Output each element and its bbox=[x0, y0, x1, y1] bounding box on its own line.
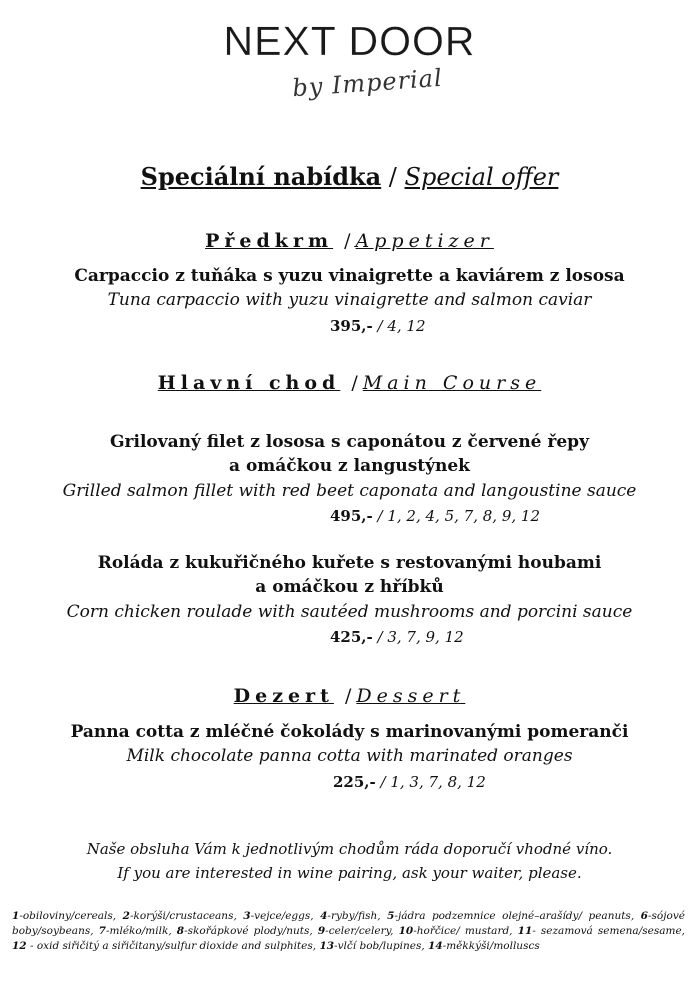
allergen-item: 3-vejce/eggs, bbox=[243, 910, 321, 922]
restaurant-logo bbox=[0, 18, 699, 103]
dish-name-en: Milk chocolate panna cotta with marinated oranges bbox=[126, 746, 573, 766]
dish-name-en: Corn chicken roulade with sautéed mushrooms and porcini sauce bbox=[66, 602, 633, 622]
dish-price: 495,- bbox=[330, 507, 373, 525]
dish-price: 225,- bbox=[333, 773, 376, 791]
title-en: Special offer bbox=[404, 163, 559, 191]
allergen-item: 9-celer/celery, bbox=[317, 925, 399, 937]
allergen-item: 13-vlčí bob/lupines, bbox=[319, 940, 429, 952]
dish-name-cz: Carpaccio z tuňáka s yuzu vinaigrette a kaviárem z lososa bbox=[74, 266, 625, 286]
dish-allergens: / 4, 12 bbox=[372, 317, 426, 335]
dish-name-cz: Grilovaný filet z lososa s caponátou z červené řepy bbox=[110, 432, 589, 452]
section-separator: / bbox=[340, 372, 363, 394]
dish-price-line bbox=[333, 770, 486, 794]
dish-name-cz: Panna cotta z mléčné čokolády s marinovanými pomeranči bbox=[70, 722, 629, 742]
section-cz: Předkrm bbox=[205, 230, 334, 252]
section-separator: / bbox=[333, 685, 357, 707]
allergen-item: 8-skořápkové plody/nuts, bbox=[176, 925, 318, 937]
dish-allergens: / 1, 2, 4, 5, 7, 8, 9, 12 bbox=[372, 507, 540, 525]
allergen-item: 12 - oxid siřičitý a siřičitany/sulfur dioxide and sulphites, bbox=[12, 940, 320, 952]
section-separator: / bbox=[333, 230, 356, 252]
allergen-legend bbox=[12, 909, 685, 954]
logo-tagline: by Imperial bbox=[291, 63, 444, 103]
section-en: Dessert bbox=[356, 685, 466, 707]
page-title bbox=[0, 160, 699, 194]
dish-name-en: Grilled salmon fillet with red beet caponata and langoustine sauce bbox=[62, 481, 637, 501]
section-cz: Dezert bbox=[233, 685, 334, 707]
allergen-item: 1-obiloviny/cereals, bbox=[12, 910, 123, 922]
allergen-item: 10-hořčice/ mustard, bbox=[398, 925, 518, 937]
dish-name-en: Tuna carpaccio with yuzu vinaigrette and salmon caviar bbox=[107, 290, 592, 310]
dish-price-line bbox=[330, 314, 426, 338]
allergen-item: 2-korýši/crustaceans, bbox=[122, 910, 244, 922]
section-heading-main-course bbox=[0, 370, 699, 396]
dish-price-line bbox=[330, 625, 464, 649]
section-heading-appetizer bbox=[0, 228, 699, 254]
dish-name-cz: Roláda z kukuřičného kuřete s restovanými houbami bbox=[97, 553, 602, 573]
allergen-item: 5-jádra podzemnice olejné–arašídy/ peanuts, bbox=[387, 910, 641, 922]
dish-price: 395,- bbox=[330, 317, 373, 335]
section-en: Appetizer bbox=[355, 230, 494, 252]
wine-note-en: If you are interested in wine pairing, ask your waiter, please. bbox=[117, 864, 582, 882]
section-en: Main Course bbox=[362, 372, 542, 394]
dish-price-line bbox=[330, 504, 540, 528]
title-separator: / bbox=[381, 163, 405, 191]
section-cz: Hlavní chod bbox=[157, 372, 341, 394]
allergen-item: 6-sójové boby/soybeans, bbox=[12, 910, 685, 937]
wine-note-cz: Naše obsluha Vám k jednotlivým chodům ráda doporučí vhodné víno. bbox=[86, 840, 613, 858]
allergen-item: 11- sezamová semena/sesame, bbox=[517, 925, 685, 937]
dish-allergens: / 1, 3, 7, 8, 12 bbox=[375, 773, 486, 791]
logo-wordmark: NEXT DOOR bbox=[223, 18, 476, 64]
title-cz: Speciální nabídka bbox=[140, 162, 382, 191]
allergen-item: 7-mléko/milk, bbox=[98, 925, 177, 937]
dish-price: 425,- bbox=[330, 628, 373, 646]
allergen-item: 14-měkkýši/molluscs bbox=[428, 940, 540, 952]
dish-name-cz-line2: a omáčkou z hříbků bbox=[255, 577, 444, 597]
allergen-item: 4-ryby/fish, bbox=[320, 910, 388, 922]
section-heading-dessert bbox=[0, 683, 699, 709]
dish-name-cz-line2: a omáčkou z langustýnek bbox=[229, 456, 470, 476]
dish-allergens: / 3, 7, 9, 12 bbox=[372, 628, 464, 646]
